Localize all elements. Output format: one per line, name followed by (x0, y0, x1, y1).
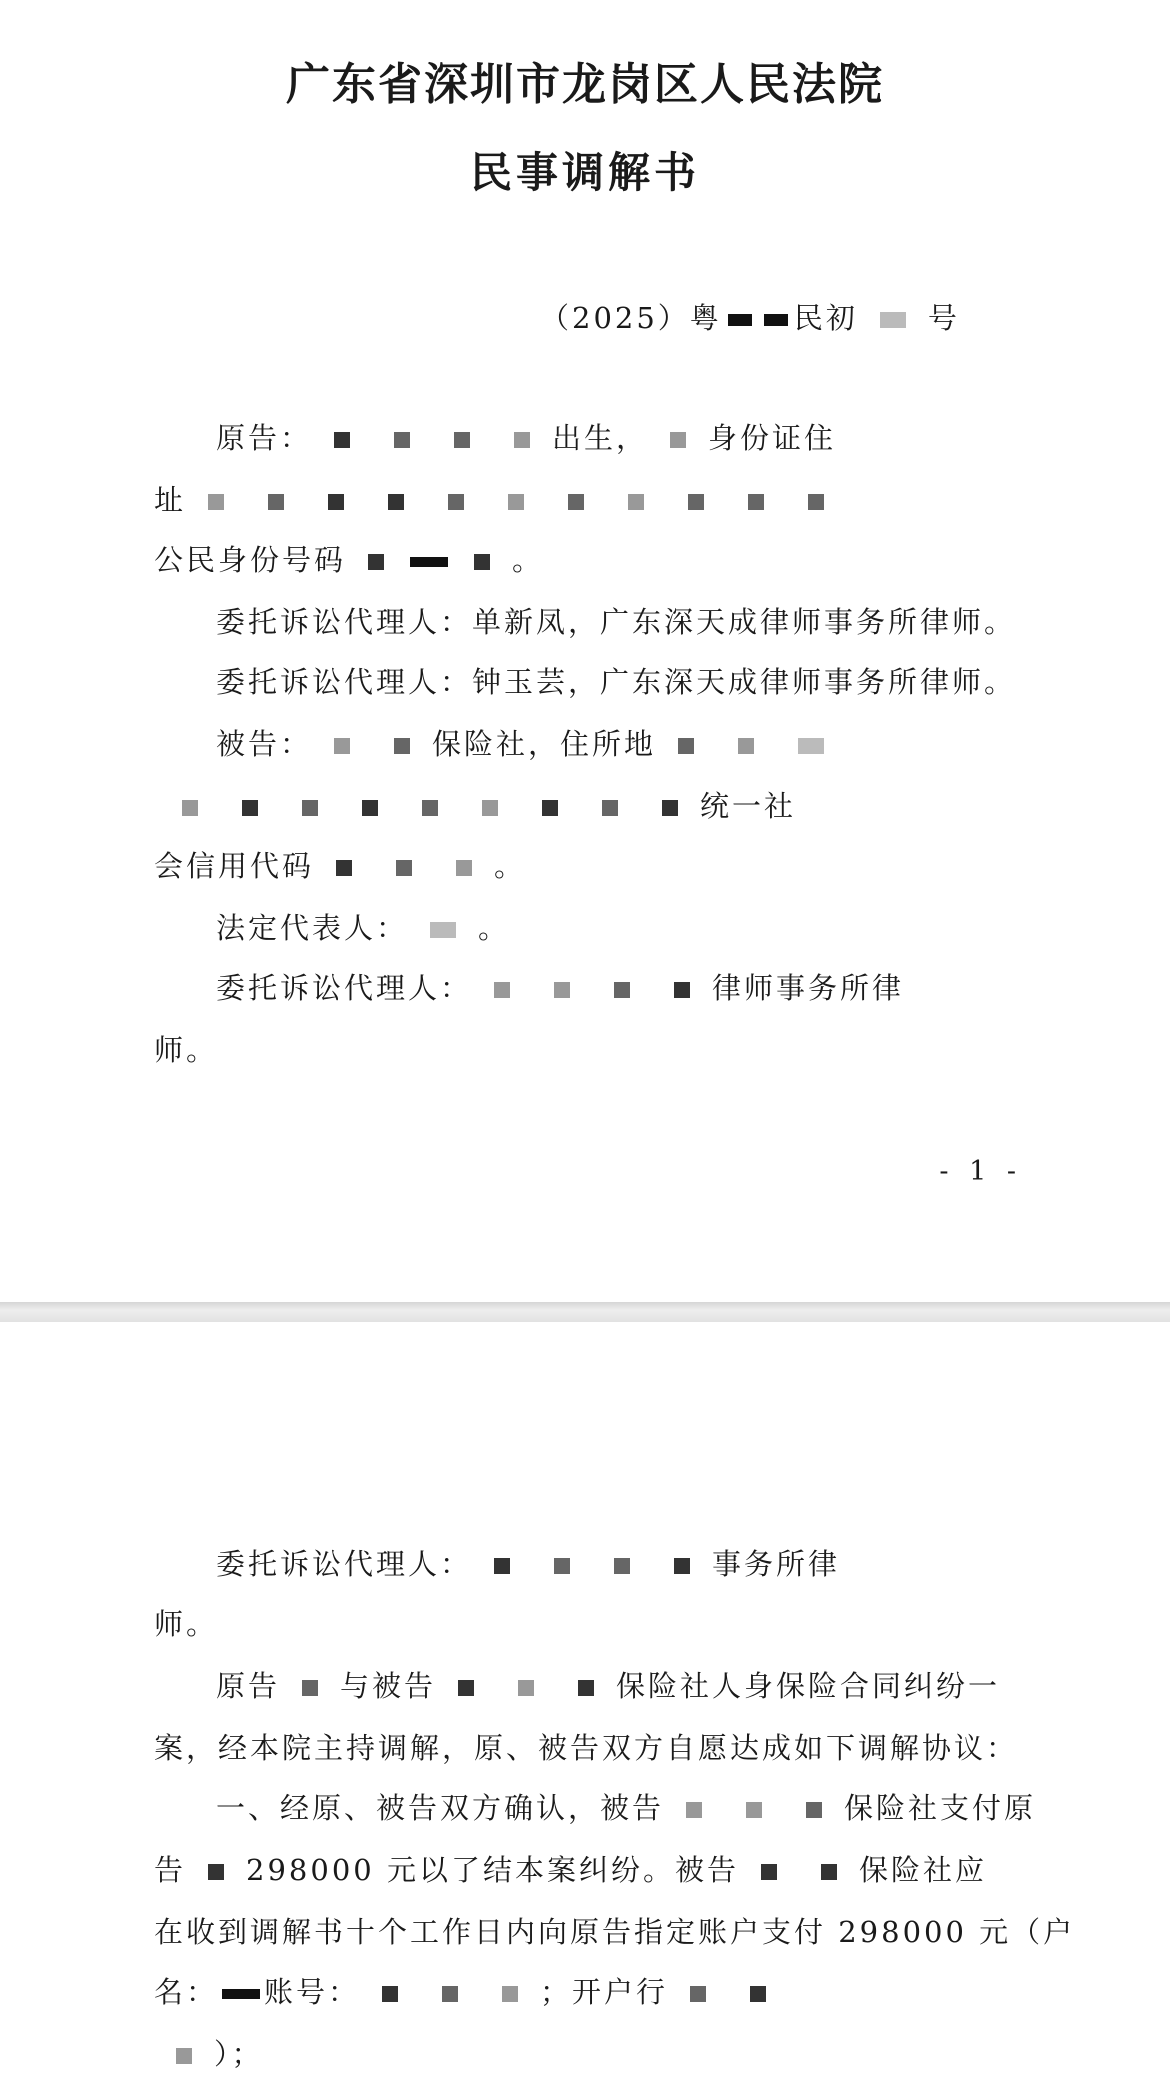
redaction-mark (514, 432, 530, 448)
case-number: （2025）粤 民初 号 (540, 301, 960, 335)
agreement-item-1-line-3: 在收到调解书十个工作日内向原告指定账户支付 298000 元（户 (154, 1915, 1076, 1949)
redaction-mark (302, 800, 318, 816)
defendant-agent-line-p2: 委托诉讼代理人： 事务所律 (216, 1547, 841, 1581)
redaction-mark (674, 1558, 690, 1574)
defendant-address-line: 统一社 (160, 786, 796, 826)
redaction-mark (764, 314, 788, 326)
defendant-agent-line: 委托诉讼代理人： 律师事务所律 (216, 971, 905, 1005)
redaction-mark (686, 1802, 702, 1818)
defendant-agent-wrap-p2: 师。 (154, 1607, 219, 1641)
plaintiff-line: 原告： 出生， 身份证住 (216, 421, 837, 455)
redaction-mark (368, 554, 384, 570)
redaction-mark (394, 432, 410, 448)
redaction-mark (456, 860, 472, 876)
page-separator (0, 1302, 1170, 1322)
plaintiff-address-line: 址 (154, 480, 846, 520)
redaction-mark (448, 494, 464, 510)
credit-code-line: 会信用代码 。 (154, 849, 527, 883)
redaction-mark (454, 432, 470, 448)
agreement-item-1-line-1: 一、经原、被告双方确认，被告 保险社支付原 (216, 1791, 1037, 1825)
case-intro-line-1: 原告 与被告 保险社人身保险合同纠纷一 (216, 1669, 1001, 1703)
redaction-mark (302, 1680, 318, 1696)
redaction-mark (880, 312, 906, 328)
court-name: 广东省深圳市龙岗区人民法院 (286, 59, 884, 110)
redaction-mark (670, 432, 686, 448)
redaction-mark (821, 1864, 837, 1880)
redaction-mark (396, 860, 412, 876)
redaction-mark (494, 1558, 510, 1574)
redaction-mark (554, 982, 570, 998)
plaintiff-id-line: 公民身份号码 。 (154, 543, 545, 577)
redaction-mark (808, 494, 824, 510)
redaction-mark (614, 982, 630, 998)
redaction-mark (328, 494, 344, 510)
redaction-mark (578, 1680, 594, 1696)
defendant-line: 被告： 保险社，住所地 (216, 724, 846, 764)
redaction-mark (674, 982, 690, 998)
redaction-mark (482, 800, 498, 816)
redaction-mark (182, 800, 198, 816)
document-title: 民事调解书 (469, 148, 700, 197)
redaction-mark (430, 922, 456, 938)
redaction-mark (798, 738, 824, 754)
redaction-mark (242, 800, 258, 816)
redaction-mark (748, 494, 764, 510)
redaction-mark (494, 982, 510, 998)
redaction-mark (738, 738, 754, 754)
redaction-mark (628, 494, 644, 510)
redaction-mark (746, 1802, 762, 1818)
redaction-mark (362, 800, 378, 816)
redaction-mark (222, 1989, 260, 1999)
redaction-mark (806, 1802, 822, 1818)
redaction-mark (602, 800, 618, 816)
redaction-mark (336, 860, 352, 876)
redaction-mark (388, 494, 404, 510)
legal-representative-line: 法定代表人： 。 (216, 911, 511, 945)
redaction-mark (662, 800, 678, 816)
redaction-mark (334, 738, 350, 754)
case-intro-line-2: 案，经本院主持调解，原、被告双方自愿达成如下调解协议： (154, 1731, 1019, 1765)
redaction-mark (508, 494, 524, 510)
redaction-mark (442, 1986, 458, 2002)
agreement-item-1-line-2: 告 298000 元以了结本案纠纷。被告 保险社应 (154, 1853, 987, 1887)
redaction-mark (761, 1864, 777, 1880)
redaction-mark (176, 2048, 192, 2064)
defendant-agent-wrap: 师。 (154, 1033, 219, 1067)
redaction-mark (458, 1680, 474, 1696)
redaction-mark (502, 1986, 518, 2002)
redaction-mark (750, 1986, 766, 2002)
document-page-2 (0, 1322, 1170, 2090)
redaction-mark (208, 494, 224, 510)
page-number: - 1 - (939, 1156, 1022, 1187)
redaction-mark (334, 432, 350, 448)
redaction-mark (678, 738, 694, 754)
redaction-mark (394, 738, 410, 754)
plaintiff-agent-2: 委托诉讼代理人：钟玉芸，广东深天成律师事务所律师。 (216, 665, 1017, 699)
redaction-mark (542, 800, 558, 816)
redaction-mark (554, 1558, 570, 1574)
redaction-mark (688, 494, 704, 510)
agreement-item-1-line-5: ）； (154, 2034, 264, 2074)
redaction-mark (728, 314, 752, 326)
redaction-mark (208, 1864, 224, 1880)
redaction-mark (474, 554, 490, 570)
agreement-item-1-line-4: 名： 账号： ；开户行 (154, 1972, 788, 2012)
redaction-mark (410, 557, 448, 567)
plaintiff-agent-1: 委托诉讼代理人：单新凤，广东深天成律师事务所律师。 (216, 605, 1017, 639)
redaction-mark (614, 1558, 630, 1574)
redaction-mark (382, 1986, 398, 2002)
redaction-mark (568, 494, 584, 510)
redaction-mark (422, 800, 438, 816)
redaction-mark (518, 1680, 534, 1696)
redaction-mark (268, 494, 284, 510)
redaction-mark (690, 1986, 706, 2002)
